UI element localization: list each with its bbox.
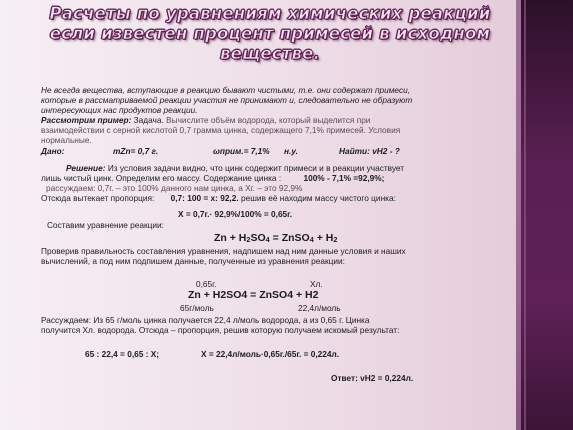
below-h2-label: 22,4л/моль [298, 303, 341, 313]
solution-text-2a: лишь чистый цинк. Определим его массу. Содержание цинка : [41, 173, 282, 183]
proportion-intro: Отсюда вытекает пропорция: [41, 193, 155, 203]
task-word: Задача. [133, 115, 164, 125]
eq1-zn: Zn + H [214, 232, 247, 244]
reasoning-line-2: получится Хл. водорода. Отсюда – пропорция, решив которую получаем искомый результат: [41, 325, 400, 335]
mass-calculation: Х = 0,7г.· 92,9%/100% = 0,65г. [178, 209, 293, 219]
intro-line-2: которые в рассматриваемой реакции участия не принимают и, следовательно не образуют [41, 95, 413, 105]
title-line-1: Расчеты по уравнениям химических реакций [49, 4, 491, 23]
example-text-1: Вычислите объём водорода, который выделится при [166, 115, 371, 125]
title-line-3: веществе. [219, 44, 321, 63]
sidebar-stripe [516, 0, 521, 430]
given-label: Дано: [41, 146, 65, 156]
solution-line-3: рассуждаем: 0,7г. – это 100% данного нам цинка, а Хг. – это 92,9% [46, 183, 303, 193]
eq1-sub-h: 2 [246, 235, 251, 244]
given-impurity: ωприм.= 7,1% [213, 146, 270, 156]
answer: Ответ: vH2 = 0,224л. [331, 373, 414, 383]
intro-line-3: интересующих нас продуктов реакции. [41, 105, 198, 115]
proportion-1: 0,7: 100 = х: 92,2. [170, 193, 239, 203]
final-proportion: 65 : 22,4 = 0,65 : Х; [85, 349, 160, 359]
slide-title [20, 4, 520, 64]
given-conditions: н.у. [284, 146, 298, 156]
above-zn-label: 0,65г. [196, 279, 217, 289]
zinc-percent: 100% - 7,1% =92,9%; [303, 173, 385, 183]
example-label: Рассмотрим пример: [41, 115, 132, 125]
below-zn-label: 65г/моль [180, 303, 214, 313]
solution-line-1 [66, 163, 404, 173]
reaction-equation [214, 232, 337, 246]
eq1-h: + H [313, 232, 334, 244]
reasoning-line-1: Рассуждаем: Из 65 г/моль цинка получается 22,4 л/моль водорода, а из 0,65 г. Цинка [41, 315, 370, 325]
eq1-znso: = ZnSO [269, 232, 310, 244]
final-result: Х = 22,4л/моль·0,65г./65г. = 0,224л. [201, 349, 340, 359]
example-line-1 [41, 115, 370, 125]
eq1-sub-znso: 4 [309, 235, 314, 244]
sidebar-glow-line [524, 0, 526, 430]
annotated-equation: Zn + H2SO4 = ZnSO4 + H2 [188, 289, 319, 301]
compose-equation: Составим уравнение реакции: [47, 220, 164, 230]
check-line-1: Проверив правильность составления уравнения, надпишем над ним данные условия и наших [41, 246, 406, 256]
given-find: Найти: vH2 - ? [339, 146, 400, 156]
decorative-sidebar [516, 0, 573, 430]
intro-line-1: Не всегда вещества, вступающие в реакцию бывают чистыми, т.е. они содержат примеси, [41, 85, 411, 95]
example-line-2: взаимодействии с серной кислотой 0,7 грамма цинка, содержащего 7,1% примесей. Условия [41, 125, 401, 135]
check-line-2: вычислений, а под ним подпишем данные, полученные из уравнения реакции: [41, 256, 345, 266]
above-h2-label: Хл. [310, 279, 323, 289]
eq1-sub-so: 4 [265, 235, 270, 244]
eq1-sub-h2: 2 [333, 235, 338, 244]
example-line-3: нормальные. [41, 135, 92, 145]
solution-text-1: Из условия задачи видно, что цинк содержит примеси и в реакции участвует [107, 163, 405, 173]
solution-label: Решение: [66, 163, 106, 173]
solution-line-4 [41, 193, 396, 203]
title-line-2: если известен процент примесей в исходном [49, 24, 491, 43]
given-mass: mZn= 0,7 г. [113, 146, 159, 156]
eq1-so: SO [250, 232, 266, 244]
solution-line-2 [41, 173, 384, 183]
proportion-outro: решив её находим массу чистого цинка: [240, 193, 396, 203]
